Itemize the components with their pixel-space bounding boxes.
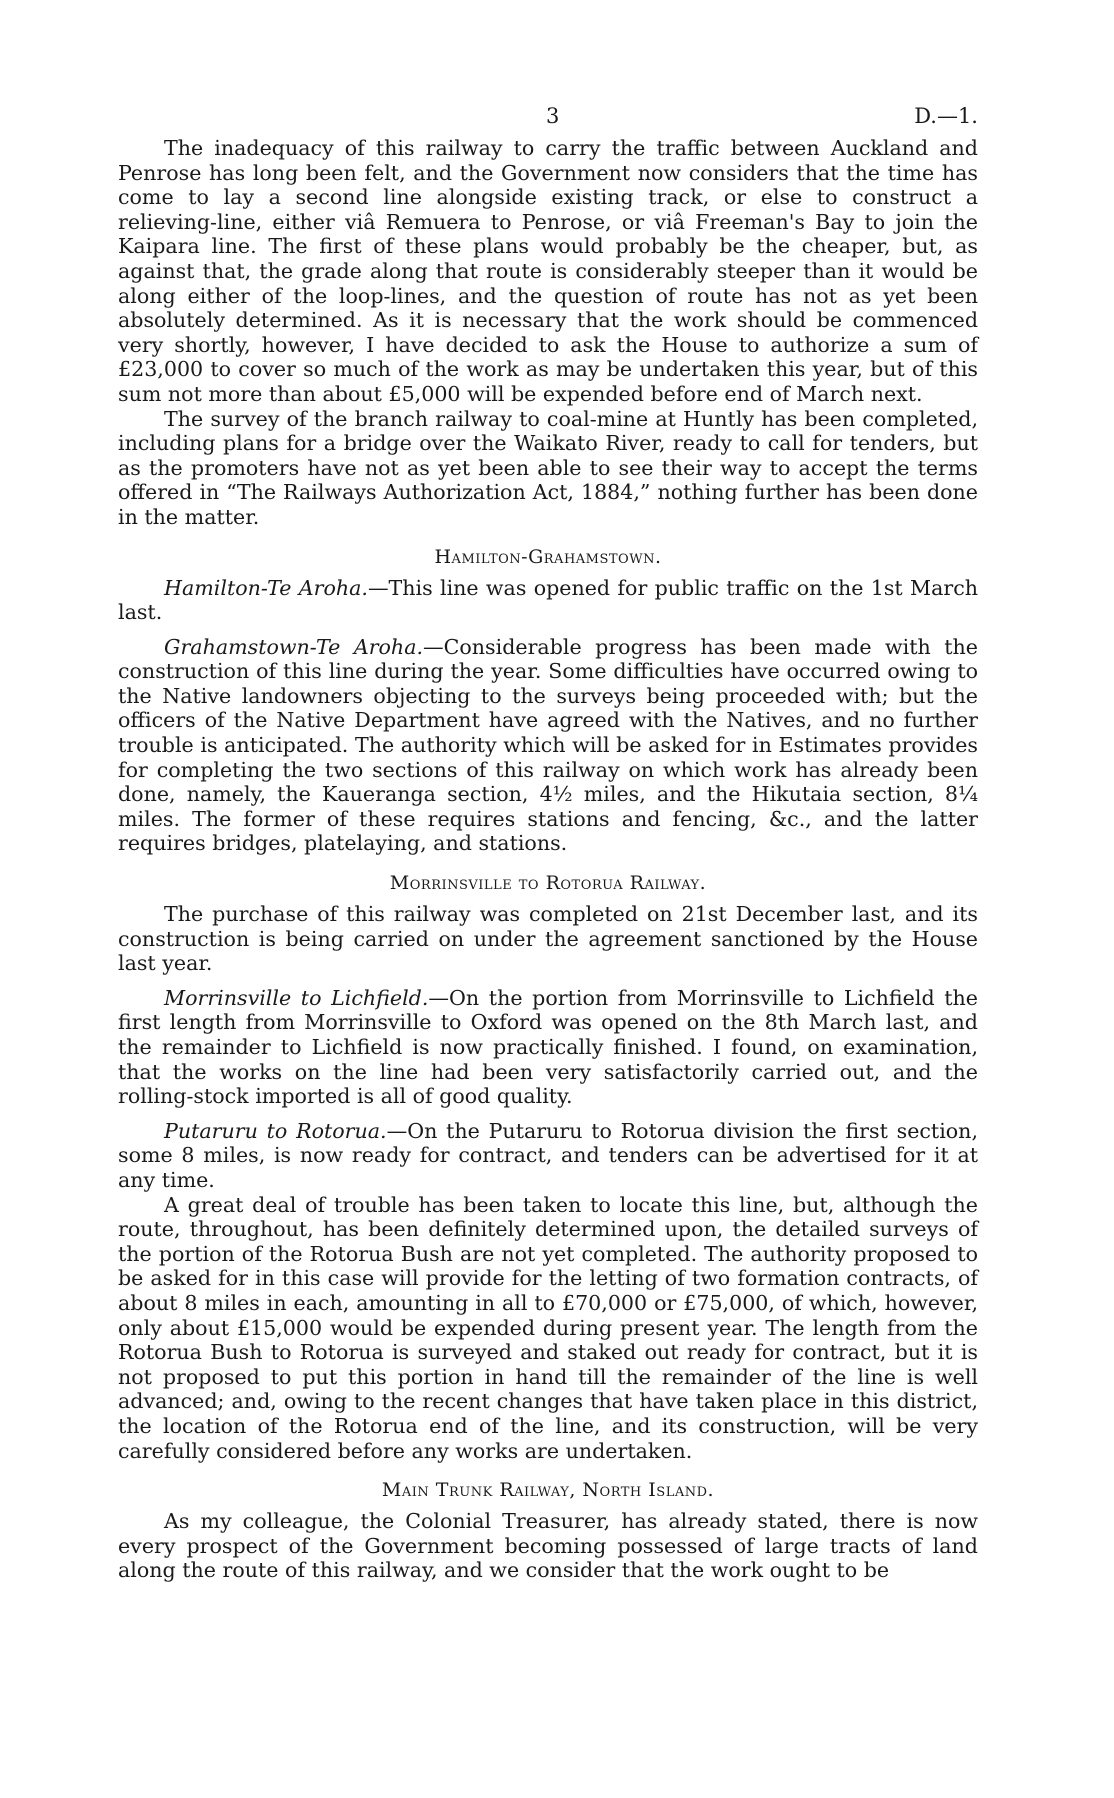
paragraph-text: —On the Putaruru to Rotorua division the first section, some 8 miles, is now ready for contract, and tenders can be advertised for it at any time. — [118, 1118, 978, 1192]
paragraph: A great deal of trouble has been taken to locate this line, but, although the route, throughout, has been definitely determined upon, the detailed surveys of the portion of the Rotorua Bush are not yet completed. The authority proposed to be asked for in this case will provide for the letting of two formation contracts, of about 8 miles in each, amounting in all to £70,000 or £75,000, of which, however, only about £15,000 would be expended during present year. The length from the Rotorua Bush to Rotorua is surveyed and staked out ready for contract, but it is not proposed to put this portion in hand till the remainder of the line is well advanced; and, owing to the recent changes that have taken place in this district, the location of the Rotorua end of the line, and its construction, will be very carefully considered before any works are undertaken. — [118, 1192, 978, 1463]
paragraph-subhead: Morrinsville to Lichfield. — [164, 985, 429, 1010]
paragraph: The purchase of this railway was completed on 21st December last, and its construction is being carried on under the agreement sanctioned by the House last year. — [118, 902, 978, 976]
section-heading: Hamilton-Grahamstown. — [434, 545, 662, 568]
paragraph-text: —On the portion from Morrinsville to Lichfield the first length from Morrinsville to Oxford was opened on the 8th March last, and the remainder to Lichfield is now practically finished. I found, on examination, that the works on the line had been very satisfactorily carried out, and the rolling-stock imported is all of good quality. — [118, 985, 978, 1109]
paragraph-subhead: Hamilton-Te Aroha. — [164, 575, 368, 600]
paragraph: As my colleague, the Colonial Treasurer, has already stated, there is now every prospect of the Government becoming possessed of large tracts of land along the route of this railway, and we consider that the work ought to be — [118, 1509, 978, 1583]
paragraph-text: —This line was opened for public traffic on the 1st March last. — [118, 575, 978, 625]
paragraph — [118, 576, 978, 625]
paragraph-subhead: Grahamstown-Te Aroha. — [164, 634, 424, 659]
document-reference: D.—1. — [914, 104, 978, 128]
section-heading: Main Trunk Railway, North Island. — [381, 1479, 715, 1502]
page-number: 3 — [546, 104, 560, 128]
paragraph: The survey of the branch railway to coal-mine at Huntly has been completed, including plans for a bridge over the Waikato River, ready to call for tenders, but as the promoters have not as yet been able to see their way to accept the terms offered in “The Railways Authorization Act, 1884,” nothing further has been done in the matter. — [118, 406, 978, 529]
section-heading: Morrinsville to Rotorua Railway. — [389, 872, 707, 895]
paragraph-text: —Considerable progress has been made with the construction of this line during the year. Some difficulties have occurred owing to the Native landowners objecting to the surveys being proceeded with; but the officers of the Native Department have agreed with the Natives, and no further trouble is anticipated. The authority which will be asked for in Estimates provides for completing the two sections of this railway on which work has already been done, namely, the Kaueranga section, 4½ miles, and the Hikutaia section, 8¼ miles. The former of these requires stations and fencing, &c., and the latter requires bridges, platelaying, and stations. — [118, 634, 978, 856]
page-header — [118, 96, 978, 136]
paragraph-subhead: Putaruru to Rotorua. — [164, 1118, 387, 1143]
paragraph — [118, 986, 978, 1109]
document-page — [118, 96, 978, 1583]
paragraph — [118, 635, 978, 856]
paragraph — [118, 1119, 978, 1193]
paragraph: The inadequacy of this railway to carry the traffic between Auckland and Penrose has long been felt, and the Government now considers that the time has come to lay a second line alongside existing track, or else to construct a relieving-line, either viâ Remuera to Penrose, or viâ Freeman's Bay to join the Kaipara line. The first of these plans would probably be the cheaper, but, as against that, the grade along that route is considerably steeper than it would be along either of the loop-lines, and the question of route has not as yet been absolutely determined. As it is necessary that the work should be commenced very shortly, however, I have decided to ask the House to authorize a sum of £23,000 to cover so much of the work as may be undertaken this year, but of this sum not more than about £5,000 will be expended before end of March next. — [118, 136, 978, 406]
